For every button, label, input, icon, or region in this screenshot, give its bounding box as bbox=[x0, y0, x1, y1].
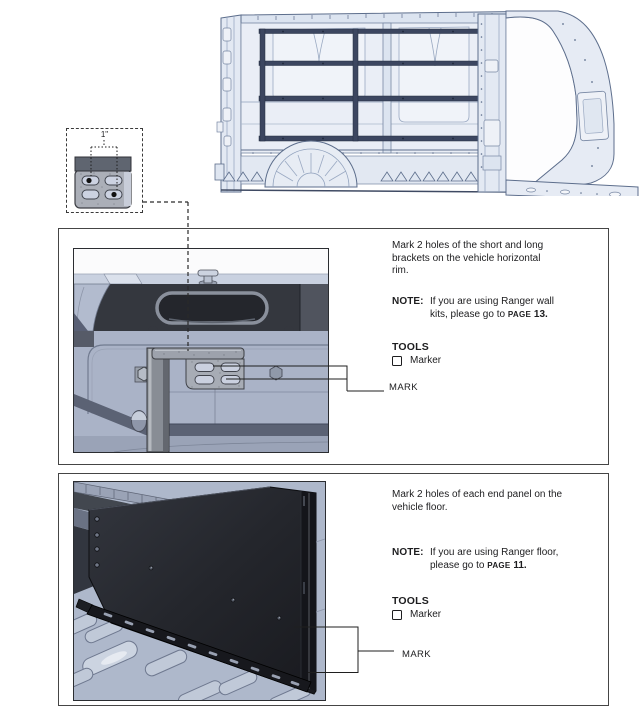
dimension-label: 1" bbox=[100, 130, 109, 139]
note-label: NOTE: bbox=[392, 296, 424, 307]
instruction-line: Mark 2 holes of each end panel on the bbox=[392, 489, 563, 500]
note-text: If you are using Ranger floor, please go to PAGE 11. bbox=[430, 547, 559, 571]
instruction-line: rim. bbox=[392, 265, 409, 276]
van-body-diagram bbox=[213, 4, 641, 196]
tool-item-label: Marker bbox=[410, 609, 442, 620]
tool-item-label: Marker bbox=[410, 355, 442, 366]
tool-item-row bbox=[392, 355, 441, 366]
step2-instruction bbox=[392, 489, 602, 514]
step2-note bbox=[392, 547, 558, 572]
checkbox-icon bbox=[392, 610, 402, 620]
bracket-detail-image bbox=[74, 156, 136, 209]
mark-callout-label: MARK bbox=[402, 649, 432, 660]
end-panel-floor-image bbox=[73, 481, 326, 701]
tools-heading: TOOLS bbox=[392, 341, 429, 353]
step1-note bbox=[392, 296, 554, 321]
tools-heading: TOOLS bbox=[392, 595, 429, 607]
step1-instruction bbox=[392, 240, 602, 278]
vehicle-rim-bracket-image bbox=[73, 248, 329, 453]
tool-item-row bbox=[392, 609, 441, 620]
checkbox-icon bbox=[392, 356, 402, 366]
instruction-line: vehicle floor. bbox=[392, 501, 448, 513]
instruction-line: Mark 2 holes of the short and long bbox=[392, 240, 544, 251]
instruction-line: brackets on the vehicle horizontal bbox=[392, 252, 541, 264]
step2-panel bbox=[58, 473, 609, 706]
note-text: If you are using Ranger wall kits, please go to PAGE 13. bbox=[430, 296, 554, 320]
mark-callout-label: MARK bbox=[389, 382, 419, 393]
step1-panel bbox=[58, 228, 609, 465]
note-label: NOTE: bbox=[392, 547, 424, 558]
